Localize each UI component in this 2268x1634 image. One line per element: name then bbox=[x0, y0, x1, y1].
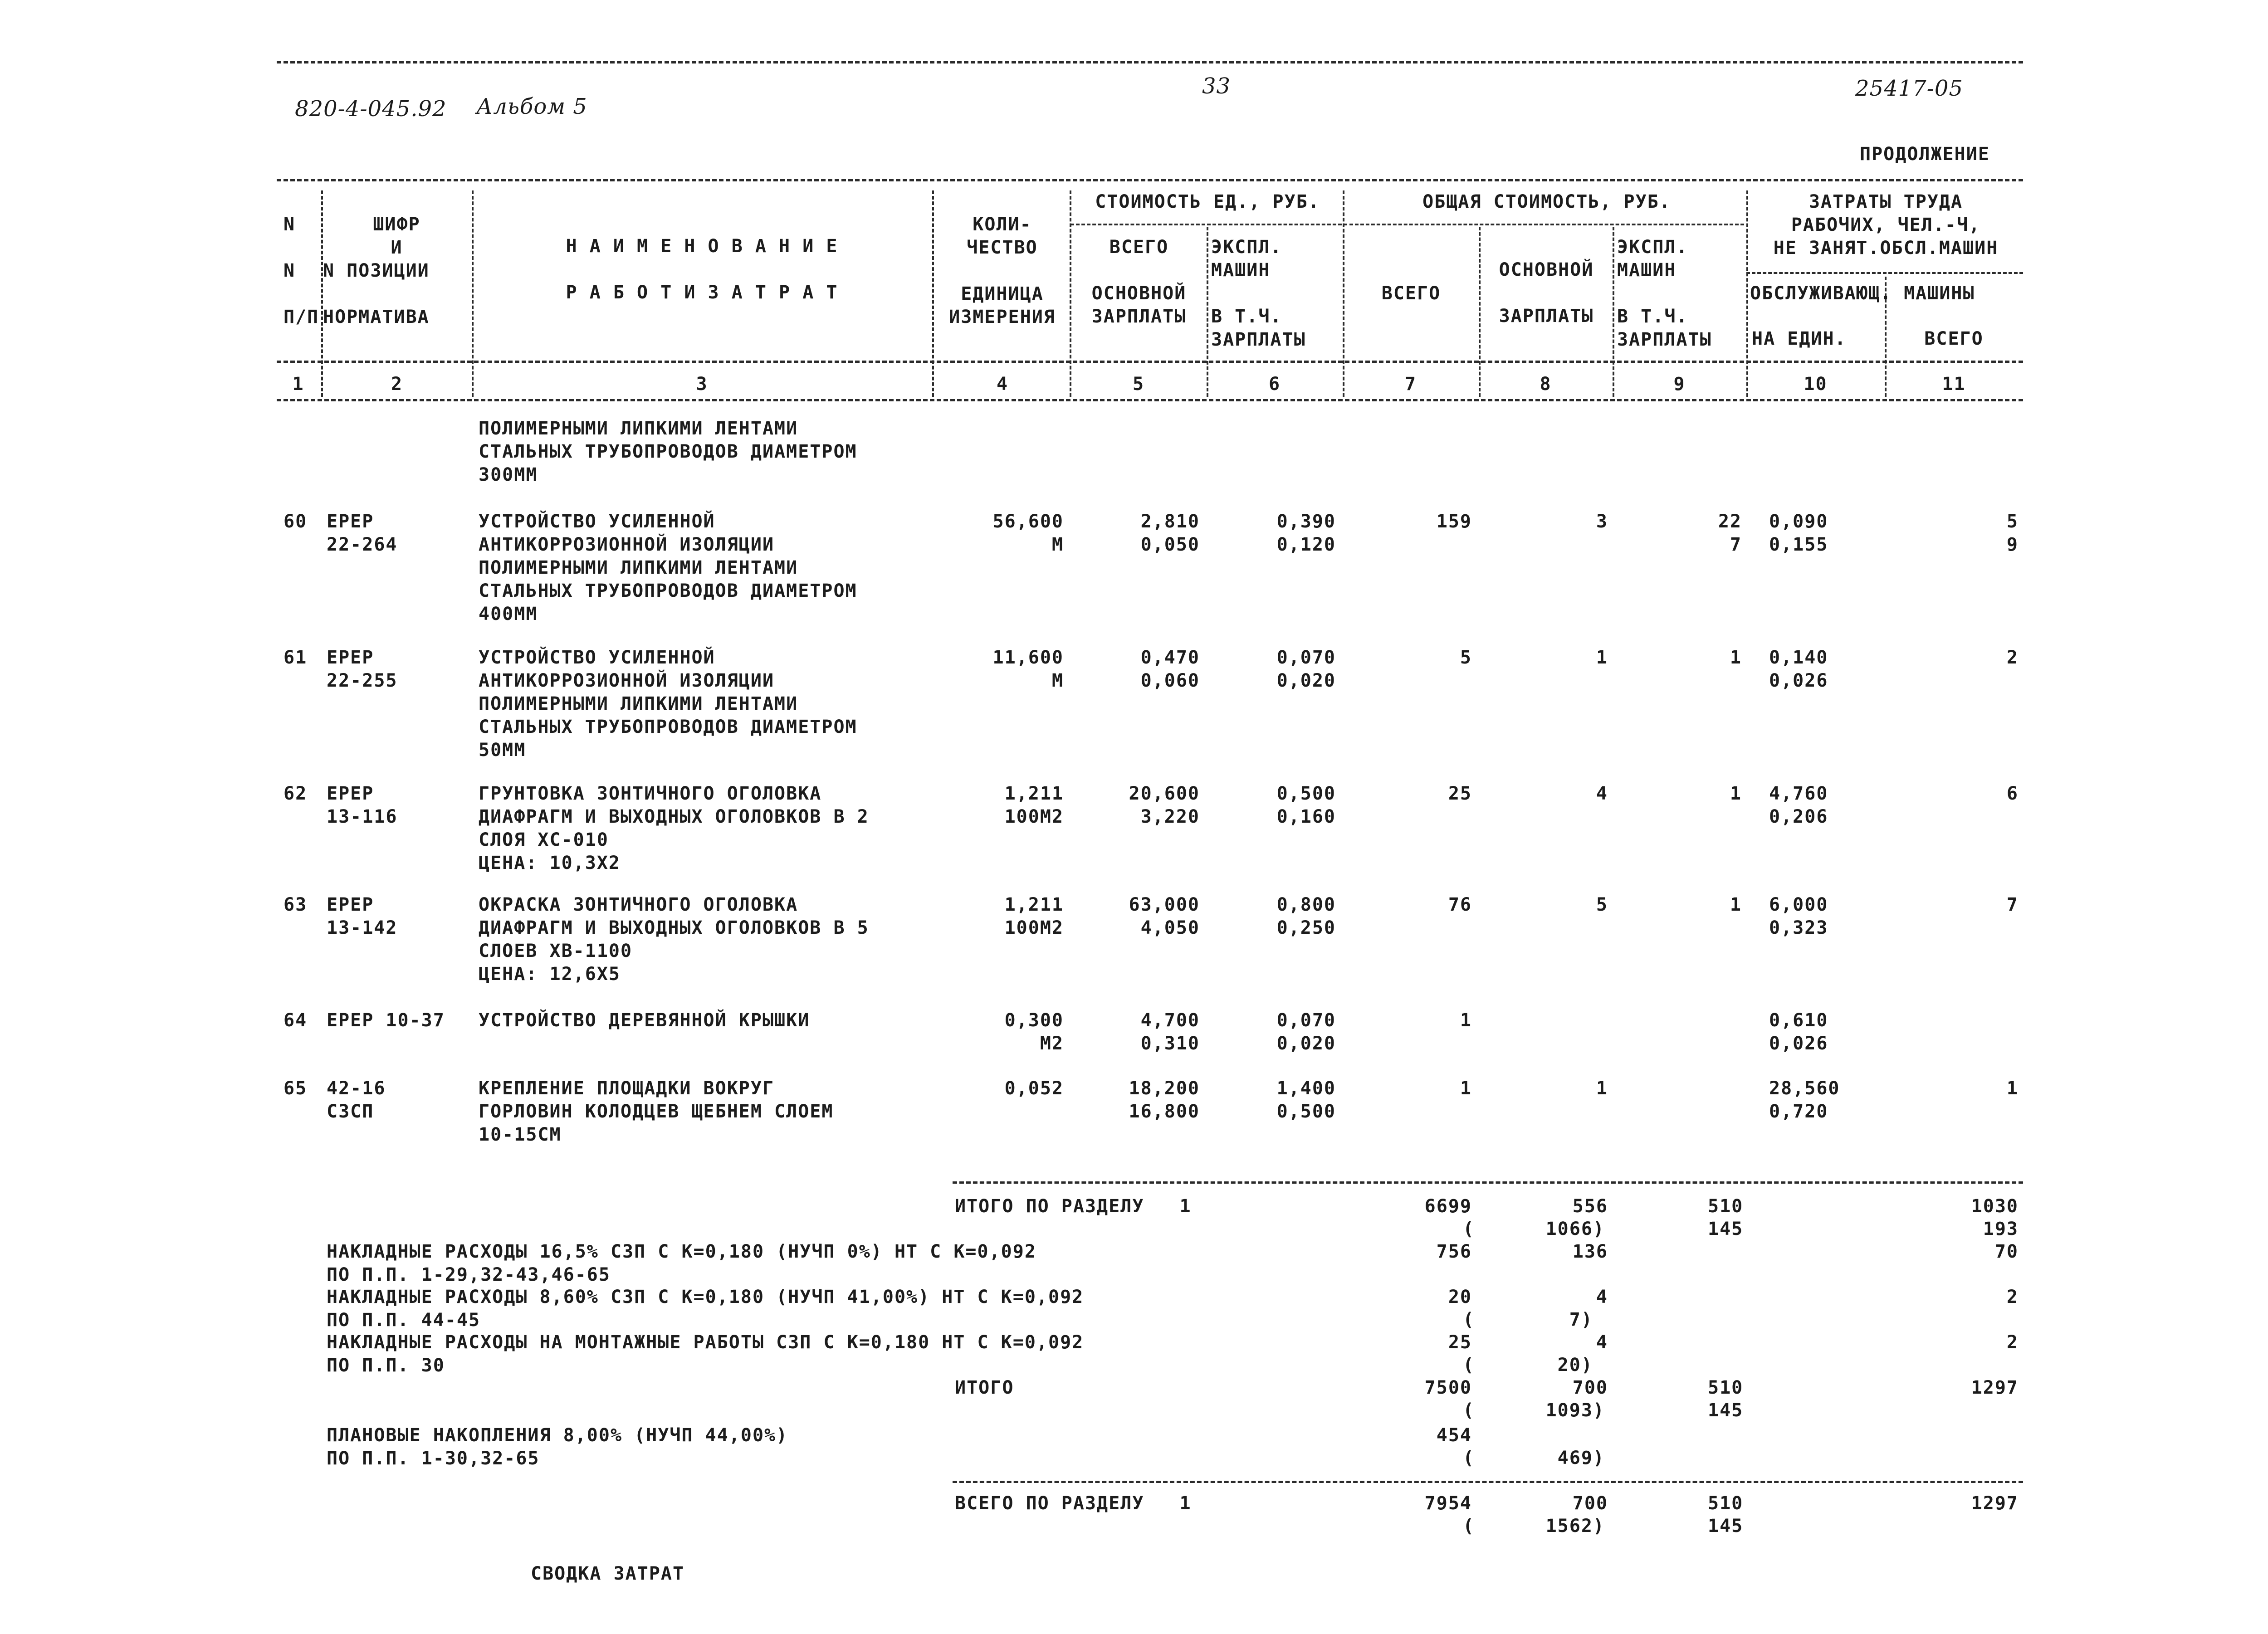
summary-of-costs-heading: СВОДКА ЗАТРАТ bbox=[531, 1563, 685, 1584]
unit-cost-total-cell: 2,810 0,050 bbox=[1140, 511, 1200, 555]
quantity-cell: 56,600 М bbox=[992, 511, 1064, 555]
unit-cost-total-cell: 63,000 4,050 bbox=[1129, 894, 1200, 938]
header-bottom-rule bbox=[277, 361, 2023, 363]
header-col-6: ЭКСПЛ. МАШИН В Т.Ч. ЗАРПЛАТЫ bbox=[1211, 237, 1306, 350]
header-col-5: ВСЕГО ОСНОВНОЙ ЗАРПЛАТЫ bbox=[1091, 237, 1187, 327]
header-top-rule bbox=[277, 179, 2023, 181]
column-number: 10 bbox=[1804, 374, 1828, 395]
unit-cost-machine-cell: 0,070 0,020 bbox=[1276, 647, 1336, 691]
header-total-cost: ОБЩАЯ СТОИМОСТЬ, РУБ. bbox=[1422, 191, 1671, 212]
total-cost-cell: 1 bbox=[1460, 1078, 1472, 1099]
labor-total-cell: 6 bbox=[2006, 783, 2019, 804]
unit-cost-machine-cell: 0,070 0,020 bbox=[1276, 1010, 1336, 1054]
unit-cost-machine-cell: 1,400 0,500 bbox=[1276, 1078, 1336, 1122]
subtotal-base: 700 bbox=[1572, 1377, 1608, 1398]
labor-per-unit-cell: 28,560 0,720 bbox=[1769, 1078, 1840, 1122]
position-code: ЕРЕР 22-264 bbox=[327, 511, 398, 555]
total-cost-cell: 5 bbox=[1460, 647, 1472, 668]
top-rule bbox=[277, 61, 2023, 63]
labor-per-unit-cell: 0,610 0,026 bbox=[1769, 1010, 1828, 1054]
quantity-cell: 1,211 100М2 bbox=[1004, 783, 1064, 827]
quantity-cell: 0,300 М2 bbox=[1004, 1010, 1064, 1054]
header-col-4: КОЛИ- ЧЕСТВО ЕДИНИЦА ИЗМЕРЕНИЯ bbox=[949, 214, 1056, 327]
subtotal-labor: 1297 bbox=[1971, 1377, 2019, 1398]
total-cost-cell: 76 bbox=[1448, 894, 1472, 915]
work-description: УСТРОЙСТВО УСИЛЕННОЙ АНТИКОРРОЗИОННОЙ ИЗОЛЯЦИИ ПОЛИМЕРНЫМИ ЛИПКИМИ ЛЕНТАМИ СТАЛЬНЫХ ТРУБОПРОВОДОВ ДИАМЕТРОМ 50ММ bbox=[479, 647, 857, 761]
position-code: ЕРЕР 13-116 bbox=[327, 783, 398, 827]
total-base-wage-cell: 3 bbox=[1596, 511, 1608, 532]
grand-total-mach-paren: 145 bbox=[1708, 1516, 1744, 1536]
overhead-2: НАКЛАДНЫЕ РАСХОДЫ 8,60% СЗП С К=0,180 (НУЧП 41,00%) НТ С К=0,092 ПО П.П. 44-45 bbox=[327, 1287, 1084, 1331]
work-description: УСТРОЙСТВО ДЕРЕВЯННОЙ КРЫШКИ bbox=[479, 1010, 810, 1031]
column-divider bbox=[1746, 190, 1748, 397]
labor-per-unit-cell: 0,090 0,155 bbox=[1769, 511, 1828, 555]
grand-total-label: ВСЕГО ПО РАЗДЕЛУ 1 bbox=[955, 1493, 1192, 1514]
subtotal-base-paren: ( 1093) bbox=[1463, 1400, 1605, 1421]
work-description: ГРУНТОВКА ЗОНТИЧНОГО ОГОЛОВКА ДИАФРАГМ И ВЫХОДНЫХ ОГОЛОВКОВ В 2 СЛОЯ ХС-010 ЦЕНА: 10,3Х2 bbox=[479, 783, 869, 873]
overhead-3-labor: 2 bbox=[2006, 1332, 2019, 1353]
row-number: 60 bbox=[284, 511, 308, 532]
total-base-wage-cell: 1 bbox=[1596, 647, 1608, 668]
planned-savings: ПЛАНОВЫЕ НАКОПЛЕНИЯ 8,00% (НУЧП 44,00%) ПО П.П. 1-30,32-65 bbox=[327, 1425, 788, 1469]
header-col-2: ШИФР И N ПОЗИЦИИ НОРМАТИВА bbox=[323, 214, 430, 327]
column-number: 3 bbox=[696, 374, 708, 395]
planned-base-paren: ( 469) bbox=[1463, 1448, 1605, 1468]
carryover-text: ПОЛИМЕРНЫМИ ЛИПКИМИ ЛЕНТАМИ СТАЛЬНЫХ ТРУБОПРОВОДОВ ДИАМЕТРОМ 300ММ bbox=[479, 418, 857, 485]
header-col-7: ВСЕГО bbox=[1381, 283, 1441, 304]
numbers-bottom-rule bbox=[277, 399, 2023, 401]
subtotal-mach-paren: 145 bbox=[1708, 1400, 1744, 1421]
page-number: 33 bbox=[1202, 73, 1231, 99]
grand-total-all: 7954 bbox=[1424, 1493, 1472, 1514]
overhead-1-base: 136 bbox=[1572, 1241, 1608, 1262]
header-col-11: ВСЕГО bbox=[1924, 328, 1984, 349]
overhead-3-base: 4 bbox=[1596, 1332, 1608, 1353]
total-cost-cell: 25 bbox=[1448, 783, 1472, 804]
quantity-cell: 0,052 bbox=[1004, 1078, 1064, 1099]
labor-total-cell: 7 bbox=[2006, 894, 2019, 915]
total-base-wage-cell: 4 bbox=[1596, 783, 1608, 804]
row-number: 65 bbox=[284, 1078, 308, 1099]
labor-total-cell: 2 bbox=[2006, 647, 2019, 668]
column-divider bbox=[932, 190, 934, 397]
work-description: ОКРАСКА ЗОНТИЧНОГО ОГОЛОВКА ДИАФРАГМ И ВЫХОДНЫХ ОГОЛОВКОВ В 5 СЛОЕВ ХВ-1100 ЦЕНА: 12,6Х5 bbox=[479, 894, 869, 985]
unit-cost-machine-cell: 0,500 0,160 bbox=[1276, 783, 1336, 827]
unit-cost-total-cell: 20,600 3,220 bbox=[1129, 783, 1200, 827]
header-col-9: ЭКСПЛ. МАШИН В Т.Ч. ЗАРПЛАТЫ bbox=[1617, 237, 1712, 350]
grand-total-labor: 1297 bbox=[1971, 1493, 2019, 1514]
section-total-mach: 510 bbox=[1708, 1196, 1744, 1217]
grand-total-base: 700 bbox=[1572, 1493, 1608, 1514]
overhead-1-all: 756 bbox=[1436, 1241, 1472, 1262]
column-number: 2 bbox=[391, 374, 403, 395]
header-col-10: НА ЕДИН. bbox=[1752, 328, 1847, 349]
section-total-all: 6699 bbox=[1424, 1196, 1472, 1217]
album-label: Альбом 5 bbox=[476, 94, 587, 119]
document-code: 820-4-045.92 bbox=[295, 96, 447, 122]
labor-total-cell: 1 bbox=[2006, 1078, 2019, 1099]
section-total-base-paren: ( 1066) bbox=[1463, 1219, 1605, 1239]
column-divider bbox=[472, 190, 474, 397]
position-code: ЕРЕР 13-142 bbox=[327, 894, 398, 938]
continuation-label: ПРОДОЛЖЕНИЕ bbox=[1860, 144, 1990, 165]
section-total-labor-paren: 193 bbox=[1983, 1219, 2019, 1239]
total-cost-subrule bbox=[1349, 224, 1744, 225]
overhead-3-all: 25 bbox=[1448, 1332, 1472, 1353]
column-number: 5 bbox=[1132, 374, 1145, 395]
column-number: 8 bbox=[1540, 374, 1552, 395]
header-labor: ЗАТРАТЫ ТРУДА РАБОЧИХ, ЧЕЛ.-Ч, НЕ ЗАНЯТ.ОБСЛ.МАШИН bbox=[1773, 191, 1999, 259]
total-base-wage-cell: 5 bbox=[1596, 894, 1608, 915]
subtotal-all: 7500 bbox=[1424, 1377, 1472, 1398]
subtotal-mach: 510 bbox=[1708, 1377, 1744, 1398]
column-divider bbox=[1343, 190, 1344, 397]
grand-top-rule bbox=[953, 1481, 2023, 1483]
position-code: 42-16 СЗСП bbox=[327, 1078, 386, 1122]
position-code: ЕРЕР 22-255 bbox=[327, 647, 398, 691]
column-number: 6 bbox=[1268, 374, 1281, 395]
column-number: 4 bbox=[996, 374, 1009, 395]
column-number: 11 bbox=[1942, 374, 1966, 395]
work-description: УСТРОЙСТВО УСИЛЕННОЙ АНТИКОРРОЗИОННОЙ ИЗОЛЯЦИИ ПОЛИМЕРНЫМИ ЛИПКИМИ ЛЕНТАМИ СТАЛЬНЫХ ТРУБОПРОВОДОВ ДИАМЕТРОМ 400ММ bbox=[479, 511, 857, 624]
column-number: 9 bbox=[1673, 374, 1686, 395]
total-cost-cell: 1 bbox=[1460, 1010, 1472, 1031]
overhead-2-all: 20 bbox=[1448, 1287, 1472, 1307]
total-machine-cell: 1 bbox=[1730, 647, 1742, 668]
section-total-base: 556 bbox=[1572, 1196, 1608, 1217]
overhead-1: НАКЛАДНЫЕ РАСХОДЫ 16,5% СЗП С К=0,180 (НУЧП 0%) НТ С К=0,092 ПО П.П. 1-29,32-43,46-65 bbox=[327, 1241, 1036, 1285]
column-divider bbox=[1070, 190, 1071, 397]
unit-cost-total-cell: 0,470 0,060 bbox=[1140, 647, 1200, 691]
unit-cost-total-cell: 4,700 0,310 bbox=[1140, 1010, 1200, 1054]
row-number: 62 bbox=[284, 783, 308, 804]
unit-cost-total-cell: 18,200 16,800 bbox=[1129, 1078, 1200, 1122]
row-number: 61 bbox=[284, 647, 308, 668]
overhead-3-base-paren: ( 20) bbox=[1463, 1355, 1593, 1375]
subtotal-label: ИТОГО bbox=[955, 1377, 1014, 1398]
position-code: ЕРЕР 10-37 bbox=[327, 1010, 445, 1031]
header-col-8: ОСНОВНОЙ ЗАРПЛАТЫ bbox=[1499, 259, 1594, 327]
labor-subrule bbox=[1746, 272, 2023, 274]
section-total-mach-paren: 145 bbox=[1708, 1219, 1744, 1239]
total-cost-cell: 159 bbox=[1436, 511, 1472, 532]
overhead-2-base-paren: ( 7) bbox=[1463, 1309, 1593, 1330]
quantity-cell: 1,211 100М2 bbox=[1004, 894, 1064, 938]
planned-all: 454 bbox=[1436, 1425, 1472, 1446]
header-cost-unit: СТОИМОСТЬ ЕД., РУБ. bbox=[1095, 191, 1320, 212]
labor-per-unit-cell: 0,140 0,026 bbox=[1769, 647, 1828, 691]
unit-cost-machine-cell: 0,390 0,120 bbox=[1276, 511, 1336, 555]
overhead-2-base: 4 bbox=[1596, 1287, 1608, 1307]
overhead-1-labor: 70 bbox=[1994, 1241, 2019, 1262]
labor-per-unit-cell: 4,760 0,206 bbox=[1769, 783, 1828, 827]
column-number: 1 bbox=[292, 374, 304, 395]
cost-unit-subrule bbox=[1070, 224, 1347, 225]
grand-total-mach: 510 bbox=[1708, 1493, 1744, 1514]
summary-top-rule bbox=[953, 1181, 2023, 1184]
total-machine-cell: 1 bbox=[1730, 894, 1742, 915]
column-divider bbox=[1613, 227, 1614, 397]
overhead-3: НАКЛАДНЫЕ РАСХОДЫ НА МОНТАЖНЫЕ РАБОТЫ СЗП С К=0,180 НТ С К=0,092 ПО П.П. 30 bbox=[327, 1332, 1084, 1376]
header-labor-sub: ОБСЛУЖИВАЮЩ. МАШИНЫ bbox=[1750, 283, 1975, 304]
work-description: КРЕПЛЕНИЕ ПЛОЩАДКИ ВОКРУГ ГОРЛОВИН КОЛОДЦЕВ ЩЕБНЕМ СЛОЕМ 10-15СМ bbox=[479, 1078, 834, 1145]
column-number: 7 bbox=[1404, 374, 1417, 395]
labor-total-cell: 5 9 bbox=[2006, 511, 2019, 555]
total-machine-cell: 1 bbox=[1730, 783, 1742, 804]
quantity-cell: 11,600 М bbox=[992, 647, 1064, 691]
archive-number: 25417-05 bbox=[1855, 76, 1963, 101]
column-divider bbox=[1479, 227, 1481, 397]
section-total-label: ИТОГО ПО РАЗДЕЛУ 1 bbox=[955, 1196, 1192, 1217]
total-machine-cell: 22 7 bbox=[1718, 511, 1742, 555]
grand-total-base-paren: ( 1562) bbox=[1463, 1516, 1605, 1536]
header-col-3: Н А И М Е Н О В А Н И Е Р А Б О Т И З А Т Р А Т bbox=[566, 236, 838, 303]
row-number: 63 bbox=[284, 894, 308, 915]
column-divider bbox=[1207, 227, 1208, 397]
row-number: 64 bbox=[284, 1010, 308, 1031]
unit-cost-machine-cell: 0,800 0,250 bbox=[1276, 894, 1336, 938]
section-total-labor: 1030 bbox=[1971, 1196, 2019, 1217]
overhead-2-labor: 2 bbox=[2006, 1287, 2019, 1307]
total-base-wage-cell: 1 bbox=[1596, 1078, 1608, 1099]
labor-per-unit-cell: 6,000 0,323 bbox=[1769, 894, 1828, 938]
header-col-1: N N П/П bbox=[284, 214, 319, 327]
